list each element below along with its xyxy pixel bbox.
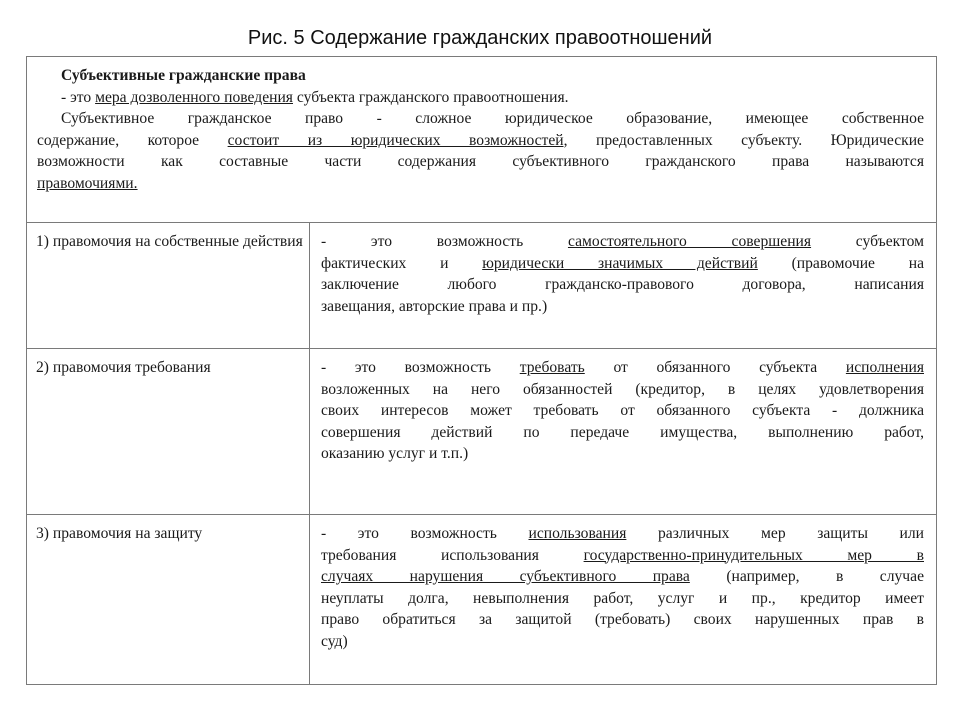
description-text: право обратиться за защитой (требовать) своих нарушенных прав в <box>321 611 924 628</box>
description-line <box>321 443 924 465</box>
content-frame <box>26 56 937 685</box>
description-line <box>321 631 924 653</box>
description-text: завещания, авторские права и пр.) <box>321 297 548 315</box>
intro-line-5: возможности как составные части содержания субъективного гражданского права называются <box>37 153 924 170</box>
description-text: - это возможность <box>321 233 568 250</box>
description-text: неуплаты долга, невыполнения работ, услуг и пр., кредитор имеет <box>321 589 924 607</box>
description-line <box>321 422 924 444</box>
description-text: суд) <box>321 632 348 650</box>
figure-title: Рис. 5 Содержание гражданских правоотношений <box>247 27 713 49</box>
description-line <box>321 545 924 567</box>
intro-line-4 <box>37 130 924 152</box>
intro-line-4-b: предоставленных субъекту. Юридические <box>567 131 924 149</box>
intro-heading: Субъективные гражданские права <box>61 67 306 84</box>
description-text: субъектом <box>811 233 924 250</box>
description-line <box>321 253 924 275</box>
description-line <box>321 588 924 610</box>
table-row <box>27 349 936 515</box>
power-description <box>310 515 936 685</box>
description-line <box>321 609 924 631</box>
description-text: возложенных на него обязанностей (кредитор, в целях удовлетворения <box>321 380 924 398</box>
underlined-term: государственно-принудительных мер в <box>583 546 924 564</box>
intro-line-4-term: состоит из юридических возможностей, <box>227 131 568 149</box>
intro-term-pravomochiya: правомочиями. <box>37 174 138 192</box>
intro-line-3: Субъективное гражданское право - сложное юридическое образование, имеющее собственное <box>61 110 924 127</box>
description-line <box>321 379 924 401</box>
description-text: своих интересов может требовать от обязанного субъекта - должника <box>321 402 924 419</box>
table-row <box>27 223 936 349</box>
description-text: - это возможность <box>321 359 520 376</box>
description-line <box>321 231 924 253</box>
power-type-label: 1) правомочия на собственные действия <box>27 223 310 348</box>
description-line <box>321 357 924 379</box>
description-line <box>321 523 924 545</box>
powers-table <box>27 223 936 685</box>
power-type-label: 2) правомочия требования <box>27 349 310 514</box>
definition-prefix: - это <box>61 88 96 106</box>
underlined-term: использования <box>528 525 627 542</box>
definition-suffix: субъекта гражданского правоотношения. <box>292 88 569 106</box>
description-text: оказанию услуг и т.п.) <box>321 445 469 462</box>
power-description <box>310 223 936 348</box>
description-line <box>321 566 924 588</box>
intro-definition <box>37 87 924 109</box>
description-line <box>321 400 924 422</box>
underlined-term: требовать <box>519 359 585 376</box>
underlined-term: исполнения <box>845 359 924 376</box>
power-description <box>310 349 936 514</box>
description-text: (правомочие на <box>757 254 924 272</box>
definition-term: мера дозволенного поведения <box>95 88 293 106</box>
description-text: от обязанного субъекта <box>584 359 846 376</box>
description-line <box>321 296 924 318</box>
intro-block <box>27 57 936 223</box>
underlined-term: самостоятельного совершения <box>567 233 812 250</box>
description-line <box>321 274 924 296</box>
description-text: различных мер защиты или <box>626 525 924 542</box>
underlined-term: случаях нарушения субъективного права <box>321 568 690 585</box>
description-text: совершения действий по передаче имущества, выполнению работ, <box>321 423 924 441</box>
description-text: (например, в случае <box>689 568 924 585</box>
underlined-term: юридически значимых действий <box>482 254 758 272</box>
intro-line-6 <box>37 173 924 195</box>
description-text: - это возможность <box>321 525 529 542</box>
power-type-label: 3) правомочия на защиту <box>27 515 310 685</box>
description-text: требования использования <box>321 546 584 564</box>
intro-line-4-a: содержание, которое <box>37 131 228 149</box>
description-text: фактических и <box>321 254 483 272</box>
description-text: заключение любого гражданско-правового договора, написания <box>321 276 924 293</box>
table-row <box>27 515 936 685</box>
